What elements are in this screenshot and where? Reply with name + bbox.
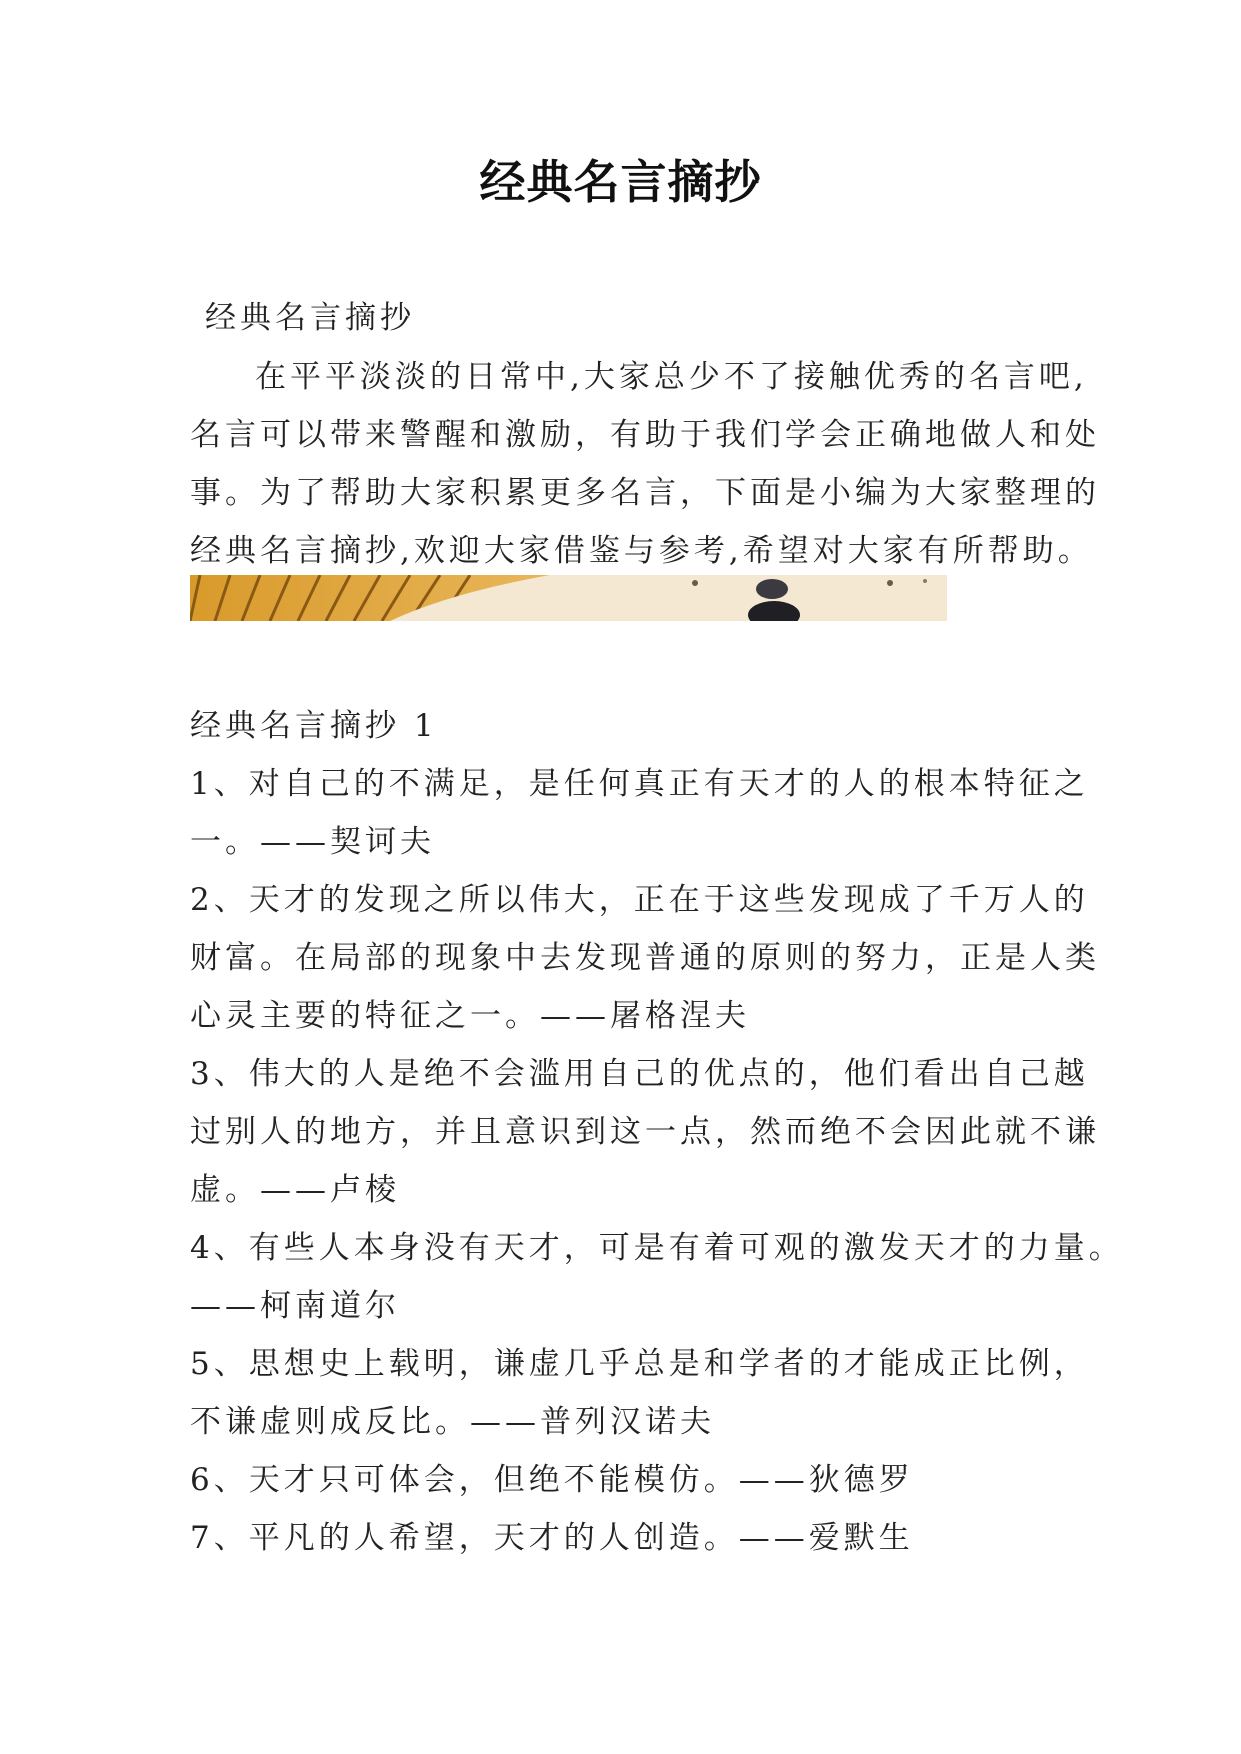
- quote-line: 财富。在局部的现象中去发现普通的原则的努力，正是人类: [190, 940, 1100, 976]
- quote-line: 4、有些人本身没有天才，可是有着可观的激发天才的力量。: [190, 1230, 1124, 1266]
- quote-line: 5、思想史上载明，谦虚几乎总是和学者的才能成正比例，: [190, 1346, 1089, 1382]
- quote-line: 虚。——卢棱: [190, 1172, 400, 1208]
- quote-line: 1、对自己的不满足，是任何真正有天才的人的根本特征之: [190, 766, 1089, 802]
- intro-heading: 经典名言摘抄: [205, 300, 415, 336]
- decorative-banner-image: [190, 575, 947, 621]
- quote-line: 6、天才只可体会，但绝不能模仿。——狄德罗: [190, 1462, 914, 1498]
- intro-line: 经典名言摘抄,欢迎大家借鉴与参考,希望对大家有所帮助。: [190, 533, 1093, 569]
- quote-line: 心灵主要的特征之一。——屠格涅夫: [190, 998, 750, 1034]
- section-heading: 经典名言摘抄 1: [190, 708, 438, 744]
- quote-line: 3、伟大的人是绝不会滥用自己的优点的，他们看出自己越: [190, 1056, 1089, 1092]
- quote-line: 过别人的地方，并且意识到这一点，然而绝不会因此就不谦: [190, 1114, 1100, 1150]
- document-title: 经典名言摘抄: [479, 155, 762, 209]
- banner-illustration: [190, 575, 947, 621]
- intro-line: 事。为了帮助大家积累更多名言，下面是小编为大家整理的: [190, 475, 1100, 511]
- quote-line: 不谦虚则成反比。——普列汉诺夫: [190, 1404, 715, 1440]
- quote-line: ——柯南道尔: [190, 1288, 400, 1324]
- quote-line: 7、平凡的人希望，天才的人创造。——爱默生: [190, 1520, 914, 1556]
- intro-line: 在平平淡淡的日常中,大家总少不了接触优秀的名言吧,: [255, 359, 1088, 395]
- intro-line: 名言可以带来警醒和激励，有助于我们学会正确地做人和处: [190, 417, 1100, 453]
- quote-line: 2、天才的发现之所以伟大，正在于这些发现成了千万人的: [190, 882, 1089, 918]
- quote-line: 一。——契诃夫: [190, 824, 435, 860]
